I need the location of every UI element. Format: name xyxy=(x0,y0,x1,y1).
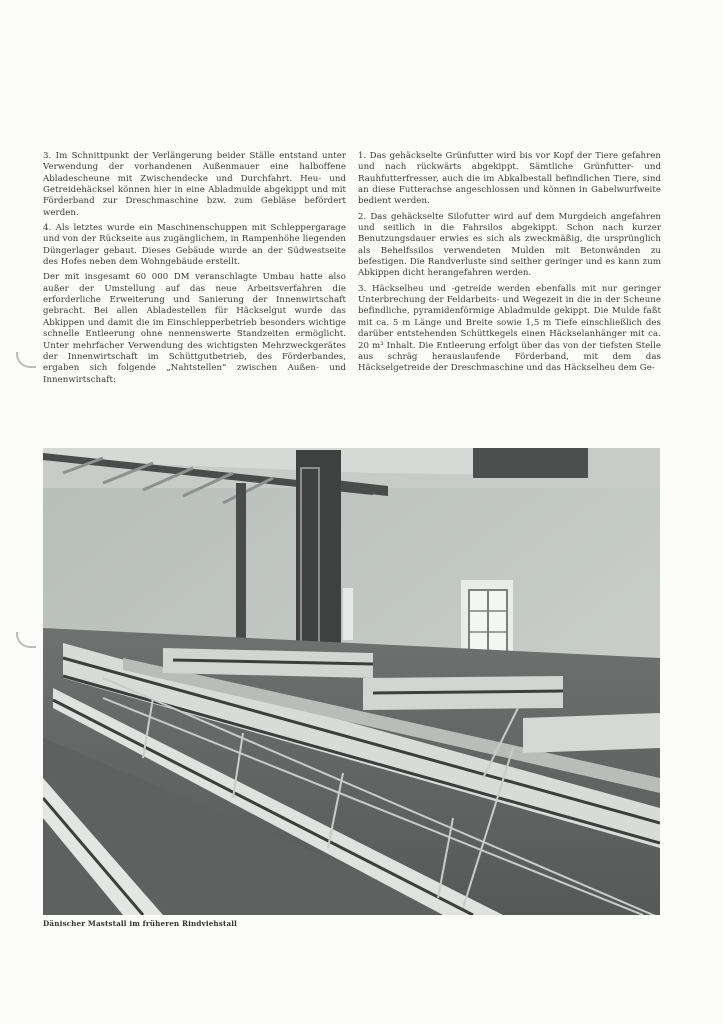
paragraph: 4. Als letztes wurde ein Maschinenschuppen mit Schleppergarage und von der Rückseite aus zugänglichem, in Rampenhöhe liegenden Düngerlager gebaut. Dieses Gebäude wurde an der Südwestseite des Hofes neben dem Wohngebäude erstellt. xyxy=(43,223,346,268)
paragraph: Der mit insgesamt 60 000 DM veranschlagte Umbau hatte also außer der Umstellung auf das neue Arbeitsverfahren die erforderliche Erweiterung und Sanierung der Innenwirtschaft gebracht. Bei allen Abladestellen für Häckselgut wurde das Abkippen und damit die im Einschlepperbetrieb besonders wichtige schnelle Entleerung ohne nennenswerte Standzeiten ermöglicht. Unter mehrfacher Verwendung des wichtigsten Mehrzweckgerätes der Innenwirtschaft im Schüttgutbetrieb, des Förderbandes, ergaben sich folgende „Nahtstellen“ zwischen Außen- und Innenwirtschaft: xyxy=(43,272,346,385)
paragraph: 3. Häckselheu und -getreide werden ebenfalls mit nur geringer Unterbrechung der Feldarbeits- und Wegezeit in die in der Scheune befindliche, pyramidenförmige Abladmulde gekippt. Die Mulde faßt mit ca. 5 m Länge und Breite sowie 1,5 m Tiefe einschließlich des darüber entstehenden Schüttkegels einen Häckselanhänger mit ca. 20 m³ Inhalt. Die Entleerung erfolgt über das von der tiefsten Stelle aus schräg herauslaufende Förderband, mit dem das Häckselgetreide der Dreschmaschine und das Häckselheu dem Ge- xyxy=(358,283,661,374)
paragraph: 2. Das gehäckselte Silofutter wird auf dem Murgdeich angefahren und seitlich in die Fahrsilos abgekippt. Schon nach kurzer Benutzungsdauer erwies es sich als zweckmäßig, die ursprünglich als Behelfssilos verwendeten Mulden mit Betonwänden zu befestigen. Die Randverluste sind seither geringer und es kann zum Abkippen dicht herangefahren werden. xyxy=(358,211,661,279)
photo-illustration xyxy=(43,448,660,915)
binder-hole-mark xyxy=(16,352,36,368)
paragraph: 1. Das gehäckselte Grünfutter wird bis vor Kopf der Tiere gefahren und nach rückwärts abgekippt. Sämtliche Grünfutter- und Rauhfutterfresser, auch die im Abkalbestall befindlichen Tiere, sind an diese Futterachse angeschlossen und können in Gabelwurfweite bedient werden. xyxy=(358,151,661,207)
text-column-left xyxy=(43,151,346,390)
binder-hole-mark xyxy=(16,632,36,648)
figure-caption: Dänischer Maststall im früheren Rindviehstall xyxy=(43,919,238,928)
text-column-right xyxy=(358,151,661,379)
barn-interior-photo xyxy=(43,448,660,915)
paragraph: 3. Im Schnittpunkt der Verlängerung beider Ställe entstand unter Verwendung der vorhandenen Außenmauer eine halboffene Abladescheune mit Zwischendecke und Durchfahrt. Heu- und Getreidehäcksel können hier in eine Abladmulde abgekippt und mit Förderband zur Dreschmaschine bzw. zum Gebläse befördert werden. xyxy=(43,151,346,218)
